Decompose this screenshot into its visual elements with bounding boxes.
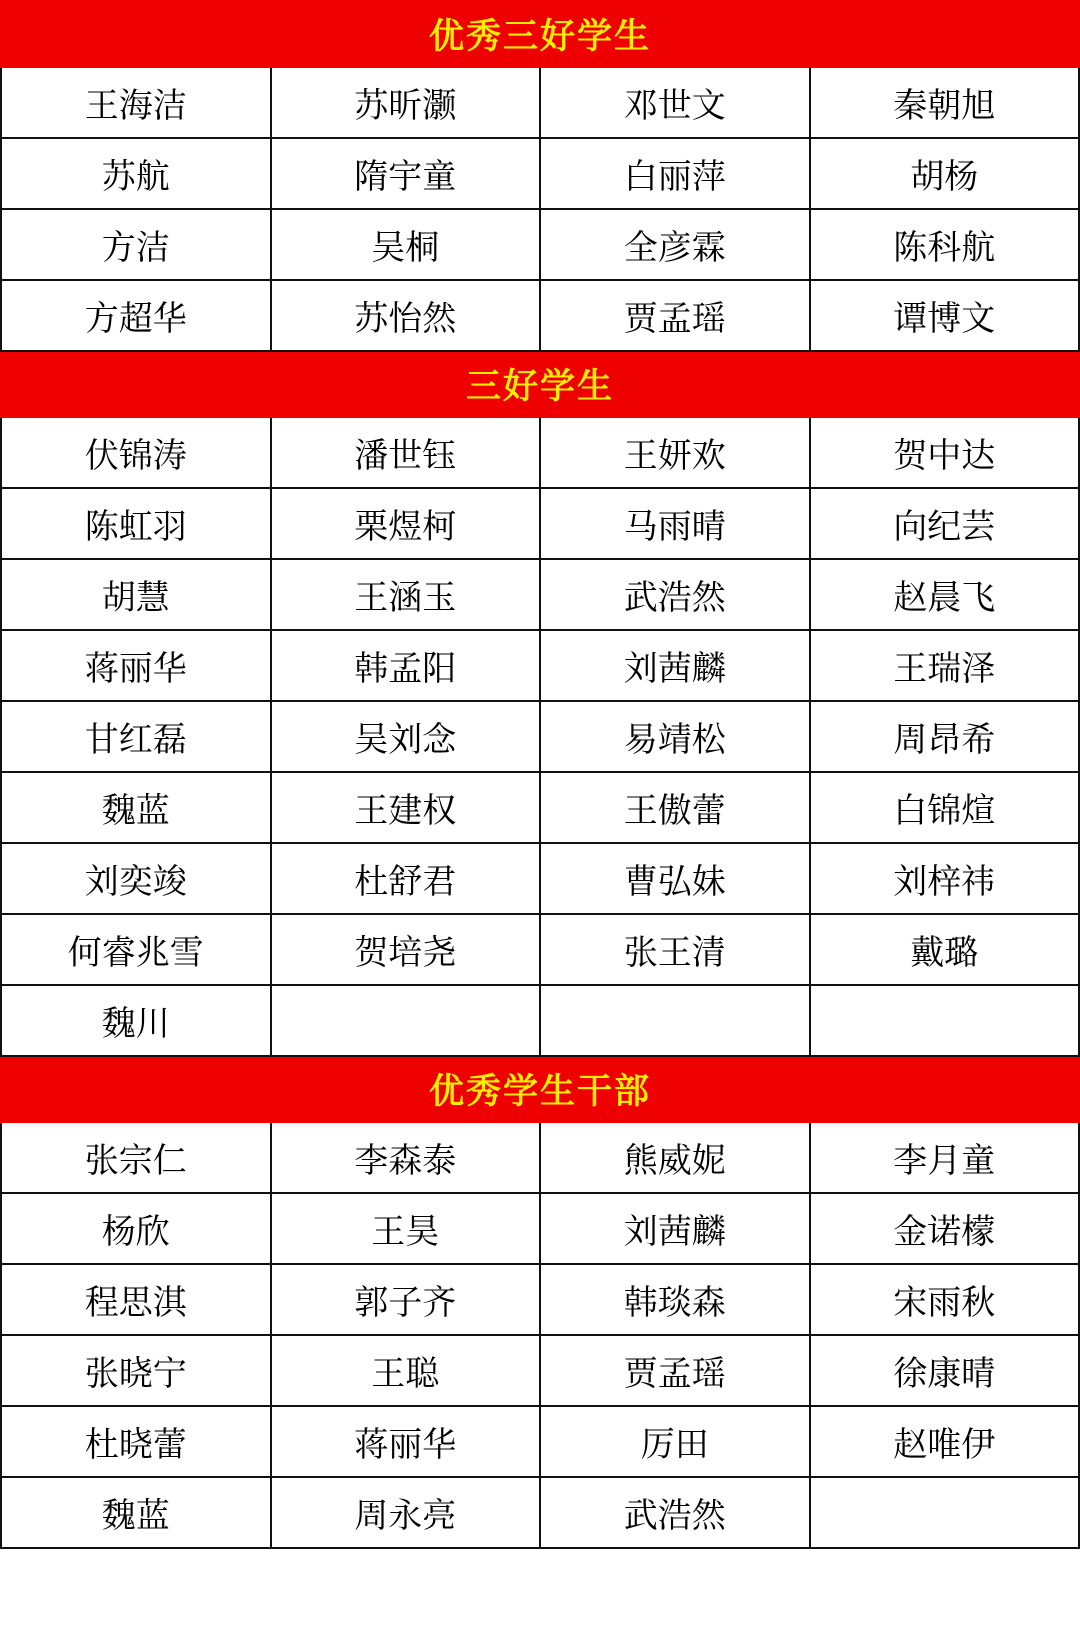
name-cell: 邓世文 [540,67,810,138]
table-row [1,488,1079,559]
name-cell: 苏怡然 [271,280,541,351]
name-cell: 栗煜柯 [271,488,541,559]
table-row [1,1122,1079,1193]
name-cell: 徐康晴 [810,1335,1080,1406]
empty-cell [271,985,541,1056]
table-row [1,1477,1079,1548]
name-cell: 李月童 [810,1122,1080,1193]
section-title: 三好学生 [1,351,1079,417]
name-cell: 王傲蕾 [540,772,810,843]
name-cell: 杜晓蕾 [1,1406,271,1477]
name-cell: 蒋丽华 [1,630,271,701]
name-cell: 蒋丽华 [271,1406,541,1477]
name-cell: 潘世钰 [271,417,541,488]
table-row [1,209,1079,280]
name-cell: 王聪 [271,1335,541,1406]
name-cell: 白锦煊 [810,772,1080,843]
name-cell: 马雨晴 [540,488,810,559]
table-row [1,1335,1079,1406]
name-cell: 刘梓祎 [810,843,1080,914]
name-cell: 王瑞泽 [810,630,1080,701]
name-cell: 陈科航 [810,209,1080,280]
section-header-row [1,351,1079,417]
table-row [1,1193,1079,1264]
table-row [1,630,1079,701]
empty-cell [540,985,810,1056]
table-row [1,417,1079,488]
name-cell: 曹弘妹 [540,843,810,914]
name-cell: 杨欣 [1,1193,271,1264]
name-cell: 贾孟瑶 [540,280,810,351]
empty-cell [810,985,1080,1056]
name-cell: 刘茜麟 [540,630,810,701]
name-cell: 魏蓝 [1,1477,271,1548]
name-cell: 易靖松 [540,701,810,772]
name-cell: 白丽萍 [540,138,810,209]
table-row [1,914,1079,985]
name-cell: 贺培尧 [271,914,541,985]
name-cell: 方超华 [1,280,271,351]
name-cell: 韩孟阳 [271,630,541,701]
name-cell: 贺中达 [810,417,1080,488]
name-cell: 杜舒君 [271,843,541,914]
name-cell: 贾孟瑶 [540,1335,810,1406]
name-cell: 厉田 [540,1406,810,1477]
name-cell: 金诺檬 [810,1193,1080,1264]
name-cell: 郭子齐 [271,1264,541,1335]
section-header-row [1,1,1079,67]
name-cell: 方洁 [1,209,271,280]
table-row [1,772,1079,843]
name-cell: 程思淇 [1,1264,271,1335]
name-cell: 伏锦涛 [1,417,271,488]
name-cell: 王昊 [271,1193,541,1264]
name-cell: 李森泰 [271,1122,541,1193]
name-cell: 张晓宁 [1,1335,271,1406]
name-cell: 张宗仁 [1,1122,271,1193]
name-cell: 魏川 [1,985,271,1056]
name-cell: 韩琰森 [540,1264,810,1335]
table-row [1,559,1079,630]
name-cell: 周永亮 [271,1477,541,1548]
name-cell: 张王清 [540,914,810,985]
name-cell: 戴璐 [810,914,1080,985]
name-cell: 秦朝旭 [810,67,1080,138]
name-cell: 吴桐 [271,209,541,280]
name-cell: 刘茜麟 [540,1193,810,1264]
name-cell: 陈虹羽 [1,488,271,559]
table-row [1,985,1079,1056]
table-row [1,843,1079,914]
name-cell: 全彦霖 [540,209,810,280]
name-cell: 吴刘念 [271,701,541,772]
name-cell: 苏昕灏 [271,67,541,138]
section-title: 优秀三好学生 [1,1,1079,67]
name-cell: 向纪芸 [810,488,1080,559]
table-row [1,1264,1079,1335]
name-cell: 谭博文 [810,280,1080,351]
name-cell: 苏航 [1,138,271,209]
name-cell: 武浩然 [540,559,810,630]
section-title: 优秀学生干部 [1,1056,1079,1122]
name-cell: 周昂希 [810,701,1080,772]
name-cell: 王建权 [271,772,541,843]
name-cell: 魏蓝 [1,772,271,843]
name-cell: 胡慧 [1,559,271,630]
name-cell: 武浩然 [540,1477,810,1548]
table-row [1,701,1079,772]
table-row [1,138,1079,209]
name-cell: 王妍欢 [540,417,810,488]
name-cell: 胡杨 [810,138,1080,209]
name-cell: 赵晨飞 [810,559,1080,630]
name-cell: 甘红磊 [1,701,271,772]
name-cell: 王海洁 [1,67,271,138]
table-row [1,67,1079,138]
name-cell: 隋宇童 [271,138,541,209]
empty-cell [810,1477,1080,1548]
table-row [1,280,1079,351]
name-cell: 宋雨秋 [810,1264,1080,1335]
name-cell: 熊威妮 [540,1122,810,1193]
section-header-row [1,1056,1079,1122]
table-row [1,1406,1079,1477]
name-cell: 何睿兆雪 [1,914,271,985]
name-cell: 刘奕竣 [1,843,271,914]
name-cell: 王涵玉 [271,559,541,630]
name-cell: 赵唯伊 [810,1406,1080,1477]
